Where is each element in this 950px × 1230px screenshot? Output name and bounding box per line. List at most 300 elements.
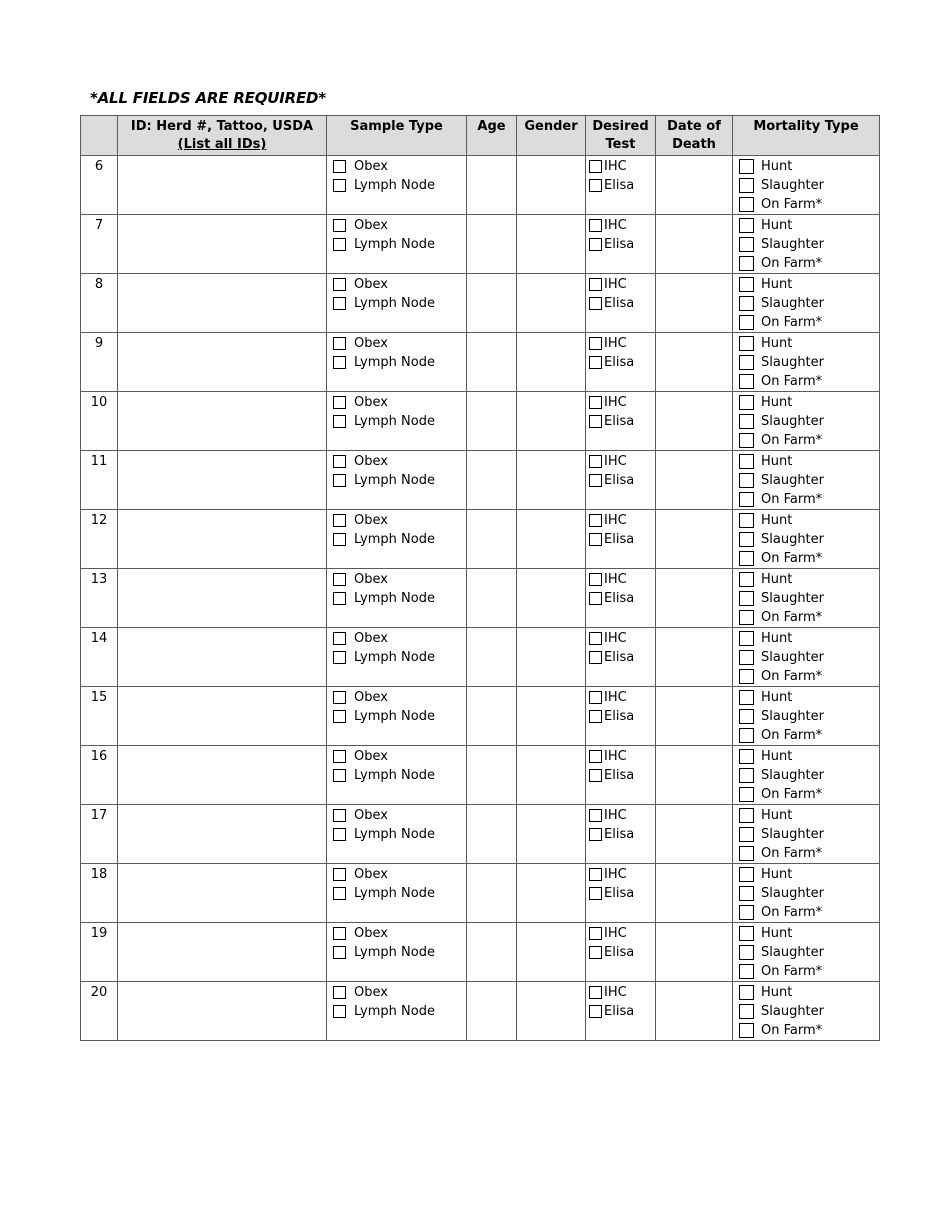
sample-type-option-label: Obex (354, 631, 388, 646)
mortality-type-option-label: On Farm* (761, 433, 823, 448)
mortality-type-option-label: Slaughter (761, 650, 825, 665)
mortality-type-option (733, 471, 879, 490)
sample-type-checkbox-0-row-3[interactable] (333, 337, 346, 350)
mortality-type-option-label: On Farm* (761, 669, 823, 684)
mortality-type-checkbox-1-row-8[interactable] (739, 650, 754, 665)
age-entry-cell[interactable] (467, 746, 517, 805)
mortality-type-checkbox-1-row-1[interactable] (739, 237, 754, 252)
row-number: 10 (81, 392, 118, 451)
desired-test-checkbox-1-row-1[interactable] (589, 238, 602, 251)
desired-test-option (586, 216, 655, 235)
header-desired-test (586, 116, 656, 156)
gender-entry-cell[interactable] (517, 451, 586, 510)
row-number: 15 (81, 687, 118, 746)
mortality-type-checkbox-0-row-0[interactable] (739, 159, 754, 174)
mortality-type-option (733, 707, 879, 726)
sample-type-option-label: Lymph Node (354, 768, 435, 783)
mortality-type-checkbox-1-row-11[interactable] (739, 827, 754, 842)
sample-type-checkbox-0-row-9[interactable] (333, 691, 346, 704)
mortality-type-checkbox-1-row-4[interactable] (739, 414, 754, 429)
sample-type-option (327, 943, 466, 962)
mortality-type-checkbox-1-row-10[interactable] (739, 768, 754, 783)
date-of-death-entry-cell[interactable] (656, 746, 733, 805)
id-entry-cell[interactable] (118, 333, 327, 392)
mortality-type-checkbox-1-row-5[interactable] (739, 473, 754, 488)
mortality-type-checkbox-2-row-9[interactable] (739, 728, 754, 743)
sample-type-cell (327, 746, 467, 805)
mortality-type-option (733, 511, 879, 530)
sample-type-option-label: Lymph Node (354, 827, 435, 842)
id-entry-cell[interactable] (118, 156, 327, 215)
sample-type-cell (327, 274, 467, 333)
mortality-type-checkbox-1-row-6[interactable] (739, 532, 754, 547)
mortality-type-checkbox-0-row-10[interactable] (739, 749, 754, 764)
sample-type-checkbox-0-row-11[interactable] (333, 809, 346, 822)
sample-type-checkbox-1-row-8[interactable] (333, 651, 346, 664)
desired-test-checkbox-0-row-14[interactable] (589, 986, 602, 999)
mortality-type-checkbox-0-row-13[interactable] (739, 926, 754, 941)
desired-test-cell (586, 392, 656, 451)
desired-test-checkbox-1-row-14[interactable] (589, 1005, 602, 1018)
date-of-death-entry-cell[interactable] (656, 333, 733, 392)
header-date-of-death-line1: Date of (667, 119, 721, 134)
mortality-type-option (733, 766, 879, 785)
desired-test-cell (586, 923, 656, 982)
sample-type-option-label: Obex (354, 926, 388, 941)
sample-type-option-label: Lymph Node (354, 473, 435, 488)
mortality-type-option-label: Hunt (761, 631, 793, 646)
sample-type-checkbox-0-row-10[interactable] (333, 750, 346, 763)
desired-test-checkbox-0-row-2[interactable] (589, 278, 602, 291)
id-entry-cell[interactable] (118, 982, 327, 1041)
id-entry-cell[interactable] (118, 687, 327, 746)
sample-type-checkbox-1-row-4[interactable] (333, 415, 346, 428)
mortality-type-option (733, 431, 879, 450)
sample-type-option (327, 570, 466, 589)
mortality-type-option (733, 747, 879, 766)
desired-test-option-label: IHC (604, 454, 627, 469)
sample-type-option-label: Obex (354, 572, 388, 587)
mortality-type-option-label: Slaughter (761, 1004, 825, 1019)
row-number: 7 (81, 215, 118, 274)
mortality-type-checkbox-2-row-12[interactable] (739, 905, 754, 920)
desired-test-checkbox-1-row-3[interactable] (589, 356, 602, 369)
desired-test-option (586, 176, 655, 195)
desired-test-option (586, 648, 655, 667)
table-row (81, 451, 880, 510)
sample-type-cell (327, 982, 467, 1041)
table-row (81, 274, 880, 333)
mortality-type-checkbox-0-row-7[interactable] (739, 572, 754, 587)
sample-type-option (327, 589, 466, 608)
gender-entry-cell[interactable] (517, 805, 586, 864)
desired-test-cell (586, 982, 656, 1041)
desired-test-option (586, 157, 655, 176)
desired-test-option (586, 471, 655, 490)
header-id-line1: ID: Herd #, Tattoo, USDA (130, 119, 314, 134)
age-entry-cell[interactable] (467, 982, 517, 1041)
mortality-type-checkbox-2-row-0[interactable] (739, 197, 754, 212)
sample-type-option (327, 471, 466, 490)
sample-type-checkbox-0-row-7[interactable] (333, 573, 346, 586)
gender-entry-cell[interactable] (517, 687, 586, 746)
sample-type-option (327, 766, 466, 785)
date-of-death-entry-cell[interactable] (656, 569, 733, 628)
gender-entry-cell[interactable] (517, 274, 586, 333)
desired-test-option (586, 806, 655, 825)
desired-test-checkbox-0-row-11[interactable] (589, 809, 602, 822)
header-sample-type: Sample Type (327, 116, 467, 156)
gender-entry-cell[interactable] (517, 215, 586, 274)
mortality-type-checkbox-2-row-10[interactable] (739, 787, 754, 802)
desired-test-checkbox-0-row-3[interactable] (589, 337, 602, 350)
header-id-line2: (List all IDs) (177, 137, 267, 152)
desired-test-checkbox-1-row-2[interactable] (589, 297, 602, 310)
date-of-death-entry-cell[interactable] (656, 687, 733, 746)
date-of-death-entry-cell[interactable] (656, 156, 733, 215)
mortality-type-option (733, 962, 879, 981)
mortality-type-option (733, 903, 879, 922)
gender-entry-cell[interactable] (517, 392, 586, 451)
desired-test-option (586, 884, 655, 903)
age-entry-cell[interactable] (467, 215, 517, 274)
date-of-death-entry-cell[interactable] (656, 392, 733, 451)
desired-test-checkbox-1-row-4[interactable] (589, 415, 602, 428)
mortality-type-option (733, 490, 879, 509)
header-mortality-type: Mortality Type (733, 116, 880, 156)
mortality-type-checkbox-0-row-11[interactable] (739, 808, 754, 823)
sample-type-checkbox-1-row-6[interactable] (333, 533, 346, 546)
sample-type-option (327, 176, 466, 195)
id-entry-cell[interactable] (118, 805, 327, 864)
gender-entry-cell[interactable] (517, 864, 586, 923)
sample-type-checkbox-0-row-6[interactable] (333, 514, 346, 527)
date-of-death-entry-cell[interactable] (656, 215, 733, 274)
mortality-type-option (733, 726, 879, 745)
header-desired-test-line1: Desired (592, 119, 649, 134)
mortality-type-option (733, 372, 879, 391)
mortality-type-option (733, 294, 879, 313)
desired-test-checkbox-1-row-12[interactable] (589, 887, 602, 900)
sample-type-option (327, 353, 466, 372)
mortality-type-checkbox-1-row-9[interactable] (739, 709, 754, 724)
mortality-type-option-label: On Farm* (761, 846, 823, 861)
age-entry-cell[interactable] (467, 864, 517, 923)
sample-type-cell (327, 864, 467, 923)
sample-type-option (327, 412, 466, 431)
sample-type-checkbox-1-row-2[interactable] (333, 297, 346, 310)
sample-type-checkbox-0-row-2[interactable] (333, 278, 346, 291)
id-entry-cell[interactable] (118, 628, 327, 687)
mortality-type-checkbox-1-row-7[interactable] (739, 591, 754, 606)
sample-type-checkbox-0-row-14[interactable] (333, 986, 346, 999)
desired-test-cell (586, 569, 656, 628)
mortality-type-option-label: On Farm* (761, 492, 823, 507)
sample-type-option-label: Lymph Node (354, 591, 435, 606)
mortality-type-option (733, 393, 879, 412)
mortality-type-option (733, 884, 879, 903)
mortality-type-option-label: Slaughter (761, 414, 825, 429)
mortality-type-option-label: Hunt (761, 926, 793, 941)
row-number: 18 (81, 864, 118, 923)
age-entry-cell[interactable] (467, 687, 517, 746)
sample-type-option (327, 865, 466, 884)
desired-test-checkbox-0-row-5[interactable] (589, 455, 602, 468)
sample-type-cell (327, 451, 467, 510)
row-number: 16 (81, 746, 118, 805)
sample-type-checkbox-1-row-7[interactable] (333, 592, 346, 605)
gender-entry-cell[interactable] (517, 156, 586, 215)
mortality-type-checkbox-1-row-13[interactable] (739, 945, 754, 960)
mortality-type-checkbox-2-row-5[interactable] (739, 492, 754, 507)
desired-test-cell (586, 510, 656, 569)
desired-test-option (586, 825, 655, 844)
id-entry-cell[interactable] (118, 215, 327, 274)
desired-test-checkbox-1-row-6[interactable] (589, 533, 602, 546)
desired-test-option-label: Elisa (604, 355, 635, 370)
sample-type-cell (327, 805, 467, 864)
desired-test-checkbox-1-row-11[interactable] (589, 828, 602, 841)
desired-test-cell (586, 215, 656, 274)
desired-test-option (586, 511, 655, 530)
age-entry-cell[interactable] (467, 510, 517, 569)
id-entry-cell[interactable] (118, 923, 327, 982)
sample-type-cell (327, 569, 467, 628)
sample-type-cell (327, 156, 467, 215)
age-entry-cell[interactable] (467, 805, 517, 864)
age-entry-cell[interactable] (467, 274, 517, 333)
desired-test-option (586, 943, 655, 962)
sample-type-checkbox-1-row-1[interactable] (333, 238, 346, 251)
sample-type-checkbox-0-row-0[interactable] (333, 160, 346, 173)
id-entry-cell[interactable] (118, 392, 327, 451)
sample-type-option (327, 393, 466, 412)
mortality-type-checkbox-0-row-2[interactable] (739, 277, 754, 292)
sample-type-checkbox-0-row-5[interactable] (333, 455, 346, 468)
table-body (81, 156, 880, 1041)
sample-type-checkbox-1-row-0[interactable] (333, 179, 346, 192)
sample-type-option-label: Lymph Node (354, 1004, 435, 1019)
age-entry-cell[interactable] (467, 333, 517, 392)
desired-test-checkbox-1-row-7[interactable] (589, 592, 602, 605)
id-entry-cell[interactable] (118, 451, 327, 510)
mortality-type-option (733, 844, 879, 863)
mortality-type-checkbox-2-row-7[interactable] (739, 610, 754, 625)
desired-test-cell (586, 864, 656, 923)
age-entry-cell[interactable] (467, 628, 517, 687)
date-of-death-entry-cell[interactable] (656, 274, 733, 333)
desired-test-option-label: IHC (604, 572, 627, 587)
sample-type-checkbox-0-row-13[interactable] (333, 927, 346, 940)
age-entry-cell[interactable] (467, 923, 517, 982)
mortality-type-checkbox-2-row-4[interactable] (739, 433, 754, 448)
mortality-type-checkbox-1-row-14[interactable] (739, 1004, 754, 1019)
sample-type-checkbox-0-row-8[interactable] (333, 632, 346, 645)
id-entry-cell[interactable] (118, 746, 327, 805)
sample-type-option-label: Obex (354, 867, 388, 882)
desired-test-option-label: Elisa (604, 945, 635, 960)
mortality-type-checkbox-0-row-9[interactable] (739, 690, 754, 705)
mortality-type-checkbox-2-row-6[interactable] (739, 551, 754, 566)
sample-type-checkbox-1-row-11[interactable] (333, 828, 346, 841)
desired-test-checkbox-0-row-9[interactable] (589, 691, 602, 704)
mortality-type-checkbox-1-row-2[interactable] (739, 296, 754, 311)
sample-type-checkbox-1-row-9[interactable] (333, 710, 346, 723)
mortality-type-checkbox-2-row-11[interactable] (739, 846, 754, 861)
desired-test-checkbox-0-row-1[interactable] (589, 219, 602, 232)
desired-test-option-label: IHC (604, 631, 627, 646)
mortality-type-option-label: Slaughter (761, 591, 825, 606)
mortality-type-cell (733, 215, 880, 274)
mortality-type-checkbox-2-row-2[interactable] (739, 315, 754, 330)
mortality-type-checkbox-0-row-12[interactable] (739, 867, 754, 882)
id-entry-cell[interactable] (118, 864, 327, 923)
desired-test-checkbox-1-row-9[interactable] (589, 710, 602, 723)
table-row (81, 333, 880, 392)
mortality-type-checkbox-2-row-8[interactable] (739, 669, 754, 684)
date-of-death-entry-cell[interactable] (656, 982, 733, 1041)
date-of-death-entry-cell[interactable] (656, 510, 733, 569)
sample-type-checkbox-1-row-14[interactable] (333, 1005, 346, 1018)
row-number: 8 (81, 274, 118, 333)
gender-entry-cell[interactable] (517, 569, 586, 628)
mortality-type-cell (733, 628, 880, 687)
desired-test-cell (586, 156, 656, 215)
sample-type-option-label: Lymph Node (354, 709, 435, 724)
gender-entry-cell[interactable] (517, 333, 586, 392)
gender-entry-cell[interactable] (517, 982, 586, 1041)
table-row (81, 864, 880, 923)
mortality-type-option-label: On Farm* (761, 787, 823, 802)
mortality-type-checkbox-2-row-3[interactable] (739, 374, 754, 389)
mortality-type-option-label: On Farm* (761, 610, 823, 625)
sample-type-checkbox-1-row-5[interactable] (333, 474, 346, 487)
sample-type-checkbox-1-row-12[interactable] (333, 887, 346, 900)
desired-test-option (586, 865, 655, 884)
mortality-type-checkbox-0-row-14[interactable] (739, 985, 754, 1000)
id-entry-cell[interactable] (118, 274, 327, 333)
mortality-type-option-label: Hunt (761, 395, 793, 410)
gender-entry-cell[interactable] (517, 628, 586, 687)
sample-type-checkbox-1-row-10[interactable] (333, 769, 346, 782)
gender-entry-cell[interactable] (517, 923, 586, 982)
mortality-type-option-label: Slaughter (761, 296, 825, 311)
desired-test-checkbox-0-row-10[interactable] (589, 750, 602, 763)
sample-type-option-label: Obex (354, 454, 388, 469)
mortality-type-checkbox-0-row-8[interactable] (739, 631, 754, 646)
desired-test-option-label: IHC (604, 867, 627, 882)
sample-type-checkbox-0-row-1[interactable] (333, 219, 346, 232)
desired-test-checkbox-0-row-13[interactable] (589, 927, 602, 940)
desired-test-checkbox-0-row-0[interactable] (589, 160, 602, 173)
date-of-death-entry-cell[interactable] (656, 628, 733, 687)
table-row (81, 628, 880, 687)
age-entry-cell[interactable] (467, 156, 517, 215)
mortality-type-checkbox-0-row-5[interactable] (739, 454, 754, 469)
sample-type-checkbox-1-row-13[interactable] (333, 946, 346, 959)
mortality-type-option-label: Slaughter (761, 709, 825, 724)
desired-test-checkbox-0-row-6[interactable] (589, 514, 602, 527)
age-entry-cell[interactable] (467, 451, 517, 510)
desired-test-checkbox-0-row-8[interactable] (589, 632, 602, 645)
mortality-type-checkbox-1-row-12[interactable] (739, 886, 754, 901)
desired-test-option (586, 393, 655, 412)
sample-type-option (327, 825, 466, 844)
date-of-death-entry-cell[interactable] (656, 451, 733, 510)
id-entry-cell[interactable] (118, 569, 327, 628)
desired-test-option (586, 983, 655, 1002)
mortality-type-cell (733, 805, 880, 864)
mortality-type-cell (733, 156, 880, 215)
header-age: Age (467, 116, 517, 156)
desired-test-checkbox-0-row-12[interactable] (589, 868, 602, 881)
sample-type-option-label: Lymph Node (354, 178, 435, 193)
desired-test-option-label: Elisa (604, 1004, 635, 1019)
id-entry-cell[interactable] (118, 510, 327, 569)
mortality-type-cell (733, 392, 880, 451)
mortality-type-checkbox-2-row-13[interactable] (739, 964, 754, 979)
desired-test-cell (586, 805, 656, 864)
desired-test-checkbox-1-row-8[interactable] (589, 651, 602, 664)
age-entry-cell[interactable] (467, 392, 517, 451)
table-row (81, 923, 880, 982)
desired-test-option-label: Elisa (604, 532, 635, 547)
desired-test-option (586, 570, 655, 589)
desired-test-checkbox-0-row-4[interactable] (589, 396, 602, 409)
mortality-type-checkbox-0-row-4[interactable] (739, 395, 754, 410)
mortality-type-checkbox-1-row-0[interactable] (739, 178, 754, 193)
desired-test-checkbox-1-row-10[interactable] (589, 769, 602, 782)
desired-test-option-label: Elisa (604, 178, 635, 193)
desired-test-option-label: IHC (604, 336, 627, 351)
mortality-type-option (733, 648, 879, 667)
mortality-type-checkbox-0-row-3[interactable] (739, 336, 754, 351)
date-of-death-entry-cell[interactable] (656, 923, 733, 982)
table-row (81, 392, 880, 451)
mortality-type-checkbox-2-row-1[interactable] (739, 256, 754, 271)
mortality-type-checkbox-1-row-3[interactable] (739, 355, 754, 370)
sample-type-checkbox-0-row-4[interactable] (333, 396, 346, 409)
desired-test-option-label: Elisa (604, 591, 635, 606)
desired-test-option (586, 747, 655, 766)
mortality-type-checkbox-0-row-1[interactable] (739, 218, 754, 233)
gender-entry-cell[interactable] (517, 510, 586, 569)
sample-type-checkbox-1-row-3[interactable] (333, 356, 346, 369)
desired-test-option-label: Elisa (604, 296, 635, 311)
date-of-death-entry-cell[interactable] (656, 805, 733, 864)
sample-type-option (327, 924, 466, 943)
mortality-type-option-label: Slaughter (761, 768, 825, 783)
row-number: 19 (81, 923, 118, 982)
mortality-type-checkbox-0-row-6[interactable] (739, 513, 754, 528)
gender-entry-cell[interactable] (517, 746, 586, 805)
mortality-type-option (733, 589, 879, 608)
desired-test-option (586, 334, 655, 353)
mortality-type-checkbox-2-row-14[interactable] (739, 1023, 754, 1038)
mortality-type-option-label: Hunt (761, 454, 793, 469)
age-entry-cell[interactable] (467, 569, 517, 628)
desired-test-checkbox-0-row-7[interactable] (589, 573, 602, 586)
sample-type-option-label: Lymph Node (354, 414, 435, 429)
sample-type-checkbox-0-row-12[interactable] (333, 868, 346, 881)
mortality-type-option-label: Hunt (761, 336, 793, 351)
desired-test-checkbox-1-row-13[interactable] (589, 946, 602, 959)
desired-test-checkbox-1-row-0[interactable] (589, 179, 602, 192)
desired-test-checkbox-1-row-5[interactable] (589, 474, 602, 487)
date-of-death-entry-cell[interactable] (656, 864, 733, 923)
sample-type-option (327, 707, 466, 726)
desired-test-option-label: Elisa (604, 709, 635, 724)
